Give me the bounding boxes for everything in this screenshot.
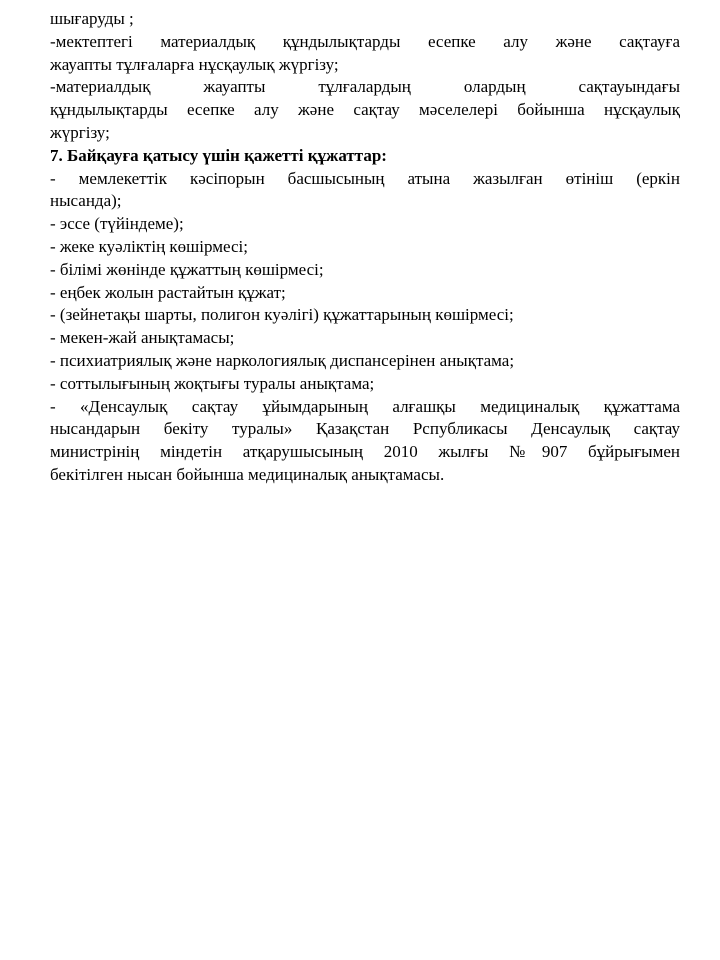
list-item: - (зейнетақы шарты, полигон куәлігі) құжаттарының көшірмесі; (50, 305, 514, 325)
list-item: нысандарын бекіту туралы» Қазақстан Рспубликасы Денсаулық сақтау (50, 419, 680, 439)
list-item: - еңбек жолын растайтын құжат; (50, 282, 286, 302)
list-item: - соттылығының жоқтығы туралы анықтама; (50, 373, 375, 393)
text-line: -материалдық жауапты тұлғалардың олардың сақтауындағы (50, 77, 680, 97)
text-line: құндылықтарды есепке алу және сақтау мәселелері бойынша нұсқаулық (50, 100, 680, 120)
text-line: -мектептегі материалдық құндылықтарды есепке алу және сақтауға (50, 31, 680, 51)
list-item: бекітілген нысан бойынша медициналық анықтамасы. (50, 464, 445, 484)
list-item: - эссе (түйіндеме); (50, 214, 184, 234)
list-item: - «Денсаулық сақтау ұйымдарының алғашқы медициналық құжаттама (50, 396, 680, 416)
list-item: - мекен-жай анықтамасы; (50, 328, 235, 348)
text-line: жүргізу; (50, 122, 110, 142)
list-item: нысанда); (50, 191, 122, 211)
text-line: жауапты тұлғаларға нұсқаулық жүргізу; (50, 54, 339, 74)
section-heading: 7. Байқауға қатысу үшін қажетті құжаттар: (50, 145, 387, 165)
document-text (50, 8, 680, 487)
list-item: - білімі жөнінде құжаттың көшірмесі; (50, 259, 324, 279)
list-item: - жеке куәліктің көшірмесі; (50, 236, 248, 256)
list-item: - психиатриялық және наркологиялық диспансерінен анықтама; (50, 350, 515, 370)
list-item: министрінің міндетін атқарушысының 2010 жылғы №907 бұйрығымен (50, 442, 680, 462)
list-item: - мемлекеттік кәсіпорын басшысының атына жазылған өтініш (еркін (50, 168, 680, 188)
text-line: шығаруды ; (50, 9, 134, 28)
